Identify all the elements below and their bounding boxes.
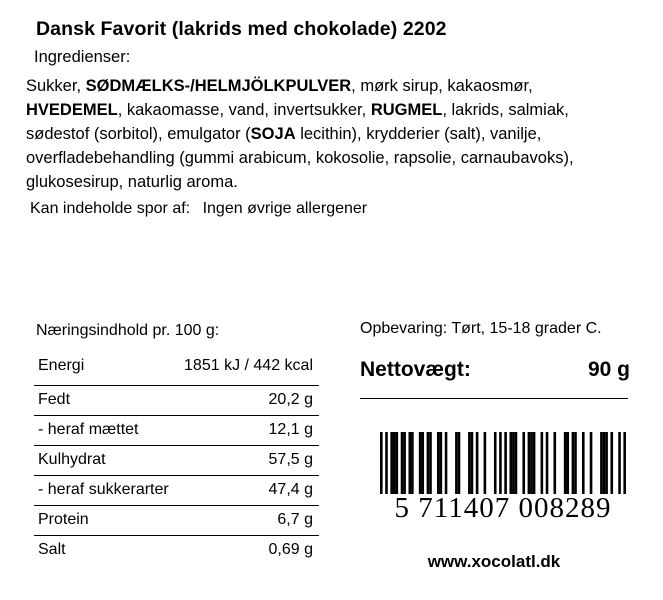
nutrition-row [34,446,319,476]
barcode-bars-icon [380,432,626,494]
ingredients-text: Sukker, SØDMÆLKS-/HELMJÖLKPULVER, mørk sirup, kakaosmør, HVEDEMEL, kakaomasse, vand, invertsukker, RUGMEL, lakrids, salmiak, sødestof (sorbitol), emulgator (SOJA lecithin), krydderier (salt), vanilje, overfladebehandling (gummi arabicum, kokosolie, rapsolie, carnaubavoks), glukosesirup, naturlig aroma. [26,77,574,191]
nutrition-row-label: Salt [34,536,176,566]
nutrition-row-label: Fedt [34,386,176,416]
nutrition-table [34,352,319,565]
traces-label: Kan indeholde spor af: [30,200,191,217]
ingredients-heading: Ingredienser: [34,48,131,66]
nutrition-row-value: 20,2 g [176,386,319,416]
nutrition-row [34,506,319,536]
net-weight-label: Nettovægt: [360,358,471,381]
traces-value: Ingen øvrige allergener [202,200,368,217]
nutrition-row-value: 0,69 g [176,536,319,566]
page-title: Dansk Favorit (lakrids med chokolade) 2202 [36,18,447,40]
net-weight-value: 90 g [587,358,630,381]
nutrition-row-label: - heraf mættet [34,416,176,446]
nutrition-row [34,386,319,416]
nutrition-row-label: - heraf sukkerarter [34,476,176,506]
nutrition-row-value: 6,7 g [176,506,319,536]
traces-line [30,200,367,218]
net-weight [360,358,630,382]
barcode [380,432,626,525]
nutrition-row [34,352,319,386]
nutrition-row-label: Protein [34,506,176,536]
nutrition-heading: Næringsindhold pr. 100 g: [36,322,220,339]
nutrition-row-value: 47,4 g [176,476,319,506]
barcode-digits: 5 711407 008289 [394,492,612,524]
divider [360,398,628,399]
nutrition-row-value: 57,5 g [176,446,319,476]
nutrition-row-label: Kulhydrat [34,446,176,476]
nutrition-row-value: 1851 kJ / 442 kcal [184,357,313,374]
nutrition-row-value: 12,1 g [176,416,319,446]
nutrition-row [34,476,319,506]
storage-info: Opbevaring: Tørt, 15-18 grader C. [360,320,602,337]
nutrition-row [34,536,319,566]
nutrition-row [34,416,319,446]
nutrition-table-body [34,352,319,565]
website-url: www.xocolatl.dk [427,552,561,571]
nutrition-row-label: Energi [38,357,85,374]
